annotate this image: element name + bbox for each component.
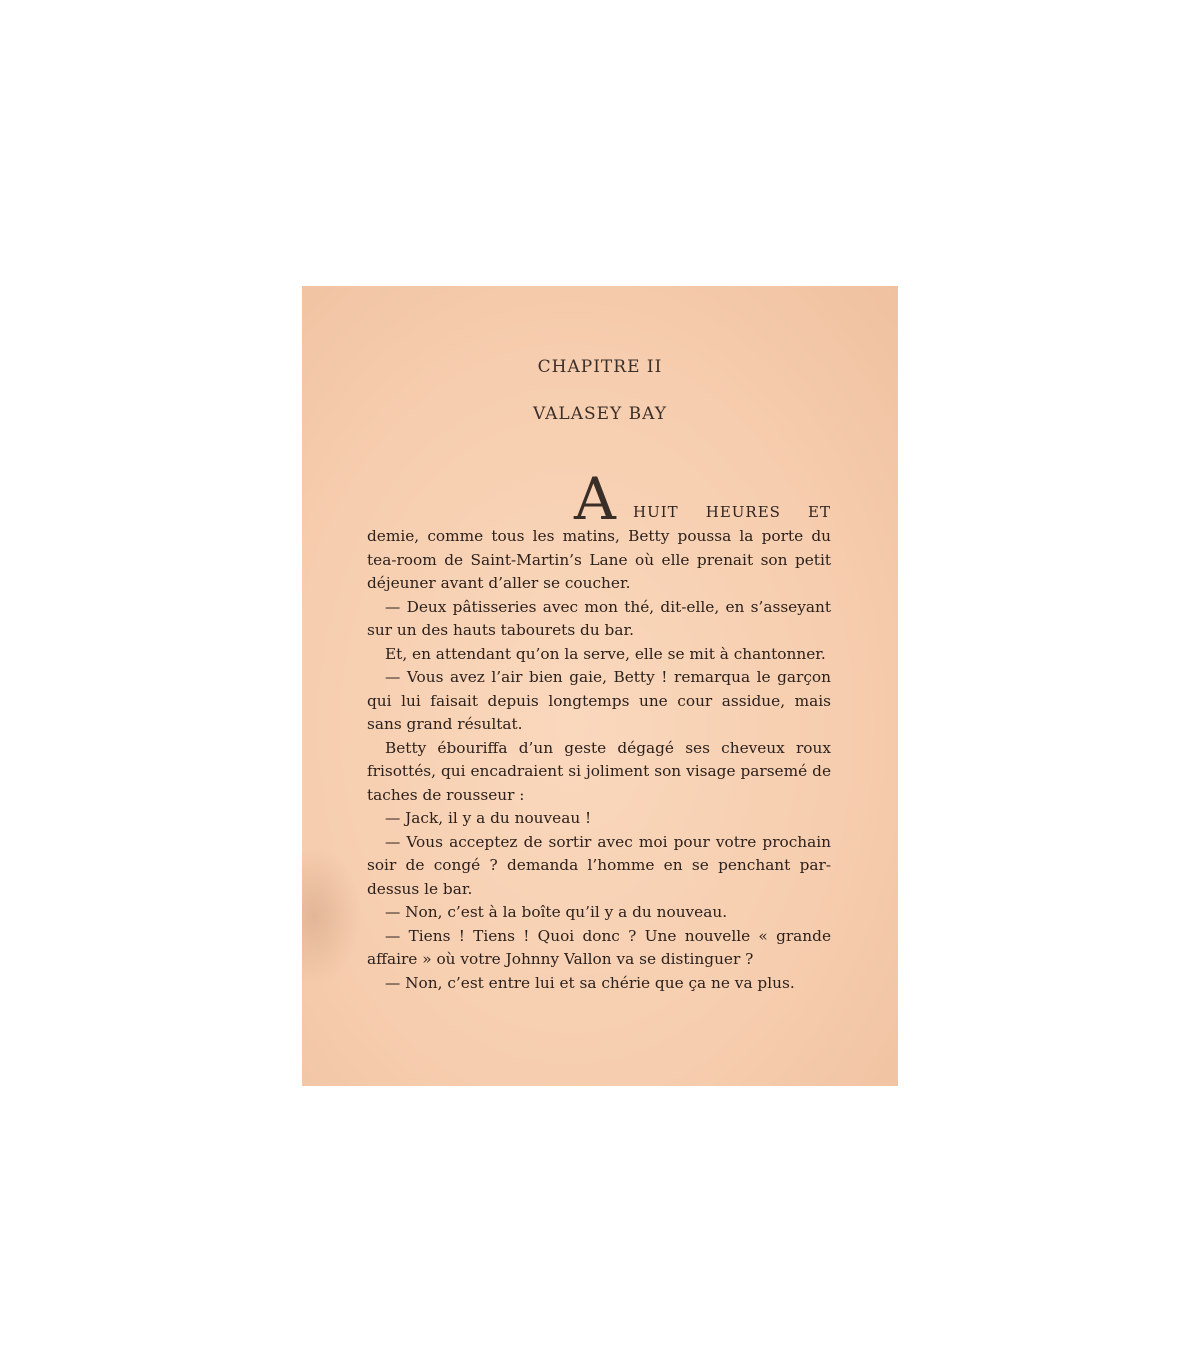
chapter-heading: CHAPITRE II [537, 357, 663, 377]
paragraph: Et, en attendant qu’on la serve, elle se mit à chantonner. [385, 644, 826, 663]
chapter-title: VALASEY BAY [533, 404, 667, 424]
paragraph: — Vous avez l’air bien gaie, Betty ! remarqua le garçon qui lui faisait depuis longtemps une cour assidue, mais sans grand résultat. [367, 668, 831, 733]
paragraph: — Tiens ! Tiens ! Quoi donc ? Une nouvelle « grande affaire » où votre Johnny Vallon va se distinguer ? [367, 926, 831, 968]
paper-stain [302, 846, 362, 986]
paragraph: — Non, c’est à la boîte qu’il y a du nouveau. [385, 903, 728, 921]
drop-cap: A [574, 465, 616, 533]
paragraph: — Non, c’est entre lui et sa chérie que ça ne va plus. [385, 973, 795, 992]
paragraph: — Deux pâtisseries avec mon thé, dit-elle, en s’asseyant sur un des hauts tabourets du bar. [367, 597, 831, 639]
book-page [302, 286, 898, 1086]
paragraph: demie, comme tous les matins, Betty poussa la porte du tea-room de Saint-Martin’s Lane où elle prenait son petit déjeuner avant d’aller se coucher. [367, 527, 831, 592]
body-text [367, 525, 831, 995]
paragraph: Betty ébouriffa d’un geste dégagé ses cheveux roux frisottés, qui encadraient si joliment son visage parsemé de taches de rousseur : [367, 738, 831, 804]
opening-small-caps: HUIT HEURES ET [633, 503, 831, 521]
paragraph: — Vous acceptez de sortir avec moi pour votre prochain soir de congé ? demanda l’homme en se penchant par-dessus le bar. [367, 832, 831, 898]
paragraph: — Jack, il y a du nouveau ! [385, 809, 592, 827]
